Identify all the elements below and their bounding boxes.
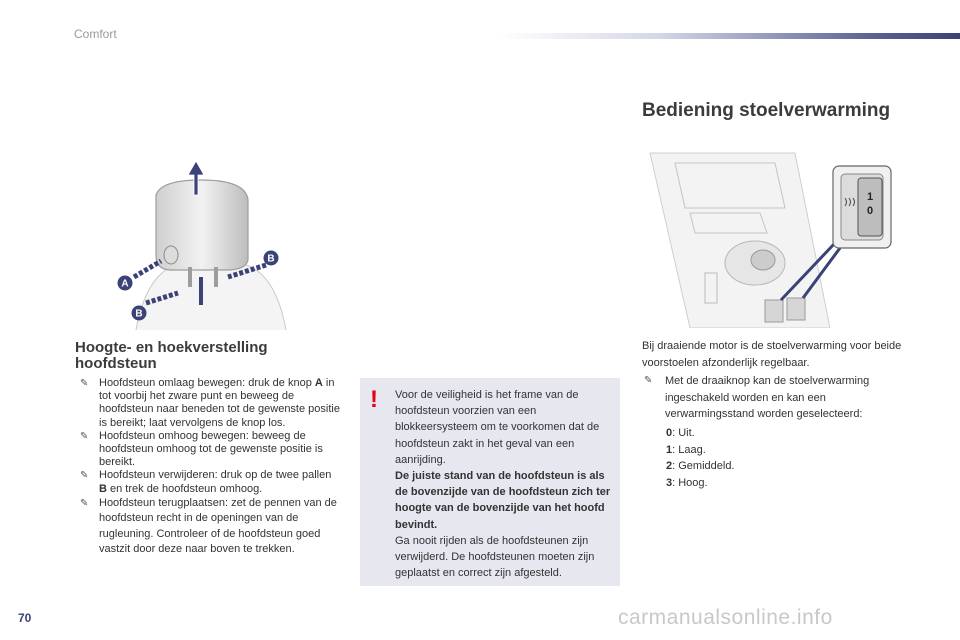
watermark: carmanualsonline.info [618, 606, 833, 629]
callout-b-right: B [267, 253, 275, 265]
page-number: 70 [18, 611, 32, 625]
bullet-marker-icon: ✎ [80, 430, 89, 442]
list-item: ✎ Hoofdsteun verwijderen: druk op de twee pallen B en trek de hoofdsteun omhoog. [80, 469, 332, 495]
callout-b-left: B [135, 308, 143, 320]
knob-label-1: 1 [866, 191, 874, 203]
header-bar [500, 33, 960, 39]
seat-heating-intro: Bij draaiende motor is de stoelverwarming voor beide voorstoelen afzonderlijk regelbaar. [642, 340, 902, 369]
list-item: 2: Gemiddeld. [666, 460, 735, 472]
warning-icon: ! [370, 386, 378, 413]
seat-heating-bullet: ✎ Met de draaiknop kan de stoelverwarming ingeschakeld worden en kan een verwarmingsstand worden geselecteerd: [644, 375, 870, 420]
console-illustration [645, 148, 897, 328]
list-item: ✎ Hoofdsteun terugplaatsen: zet de pennen van de hoofdsteun recht in de openingen van de rugleuning. Controleer of de hoofdsteun goed vastzit door deze naar boven te trekken. [80, 496, 337, 556]
warning-box [360, 378, 620, 586]
callout-a: A [121, 278, 129, 290]
bullet-marker-icon: ✎ [80, 378, 89, 389]
warning-text: Voor de veiligheid is het frame van de hoofdsteun voorzien van een blokkeersysteem om te voorkomen dat de hoofdsteun zakt in het geval van een aanrijding. De juiste stand van de hoofdsteun is als de bovenzijde van de hoofdsteun zich ter hoogte van de bovenzijde van het hoofd bevindt. Ga nooit rijden als de hoofdsteunen zijn verwijderd. De hoofdsteunen moeten zijn geplaatst en correct zijn afgesteld. [395, 389, 611, 580]
list-item: 3: Hoog. [666, 476, 708, 489]
bullet-marker-icon: ✎ [80, 497, 89, 509]
knob-label-0: 0 [866, 205, 874, 217]
headrest-heading: Hoogte- en hoekverstelling hoofdsteun [75, 339, 268, 372]
headrest-instructions [78, 377, 340, 558]
headrest-illustration [116, 155, 306, 330]
section-label: Comfort [74, 27, 117, 41]
heating-levels [666, 425, 735, 491]
list-item: ✎ Hoofdsteun omlaag bewegen: druk de knop A in tot voorbij het zware punt en beweeg de hoofdsteun naar beneden tot de gewenste positie is bereikt; laat vervolgens de knop los. [80, 377, 340, 429]
seat-heating-heading: Bediening stoelverwarming [642, 100, 891, 121]
list-item: 1: Laag. [666, 443, 706, 456]
bullet-marker-icon: ✎ [80, 470, 89, 482]
list-item: 0: Uit. [666, 427, 695, 439]
bullet-marker-icon: ✎ [644, 375, 653, 386]
list-item: ✎ Hoofdsteun omhoog bewegen: beweeg de hoofdsteun omhoog tot de gewenste positie is bereikt. [80, 429, 323, 469]
